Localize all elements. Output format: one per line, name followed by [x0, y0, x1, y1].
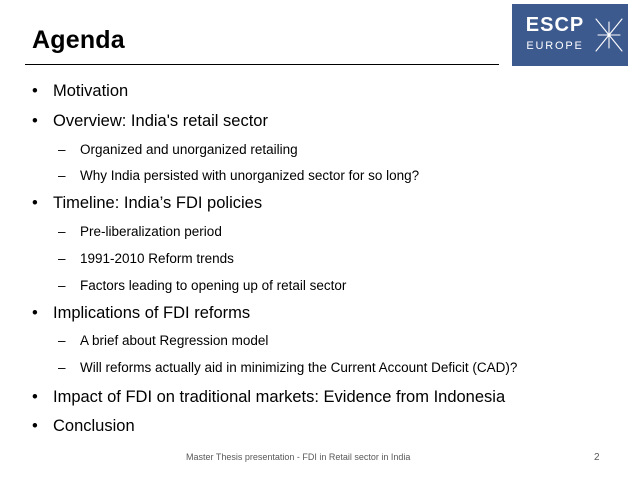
dash: – [58, 251, 66, 266]
agenda-subitem-text: Why India persisted with unorganized sector for so long? [80, 168, 420, 183]
agenda-subitem-text: A brief about Regression model [80, 333, 269, 348]
agenda-subitem-text: Factors leading to opening up of retail sector [80, 278, 347, 293]
bullet: • [32, 388, 38, 406]
agenda-subitem-text: Pre-liberalization period [80, 224, 222, 239]
dash: – [58, 360, 66, 375]
bullet: • [32, 112, 38, 130]
bullet: • [32, 82, 38, 100]
bullet: • [32, 194, 38, 212]
page-number: 2 [594, 452, 600, 463]
agenda-item-text: Implications of FDI reforms [53, 304, 251, 322]
agenda-subitem-text: Will reforms actually aid in minimizing the Current Account Deficit (CAD)? [80, 360, 518, 375]
logo-line2: EUROPE [526, 40, 584, 52]
dash: – [58, 278, 66, 293]
dash: – [58, 224, 66, 239]
agenda-item-text: Conclusion [53, 417, 135, 435]
agenda-item-text: Impact of FDI on traditional markets: Evidence from Indonesia [53, 388, 506, 406]
footer-text: Master Thesis presentation - FDI in Retail sector in India [186, 452, 411, 462]
agenda-subitem-text: 1991-2010 Reform trends [80, 251, 234, 266]
dash: – [58, 168, 66, 183]
bullet: • [32, 304, 38, 322]
agenda-item-text: Timeline: India’s FDI policies [53, 194, 263, 212]
agenda-subitem-text: Organized and unorganized retailing [80, 142, 298, 157]
bullet: • [32, 417, 38, 435]
slide-title: Agenda [32, 26, 125, 54]
agenda-item-text: Overview: India's retail sector [53, 112, 268, 130]
dash: – [58, 333, 66, 348]
logo-line1: ESCP [525, 14, 585, 36]
agenda-item-text: Motivation [53, 82, 129, 100]
dash: – [58, 142, 66, 157]
